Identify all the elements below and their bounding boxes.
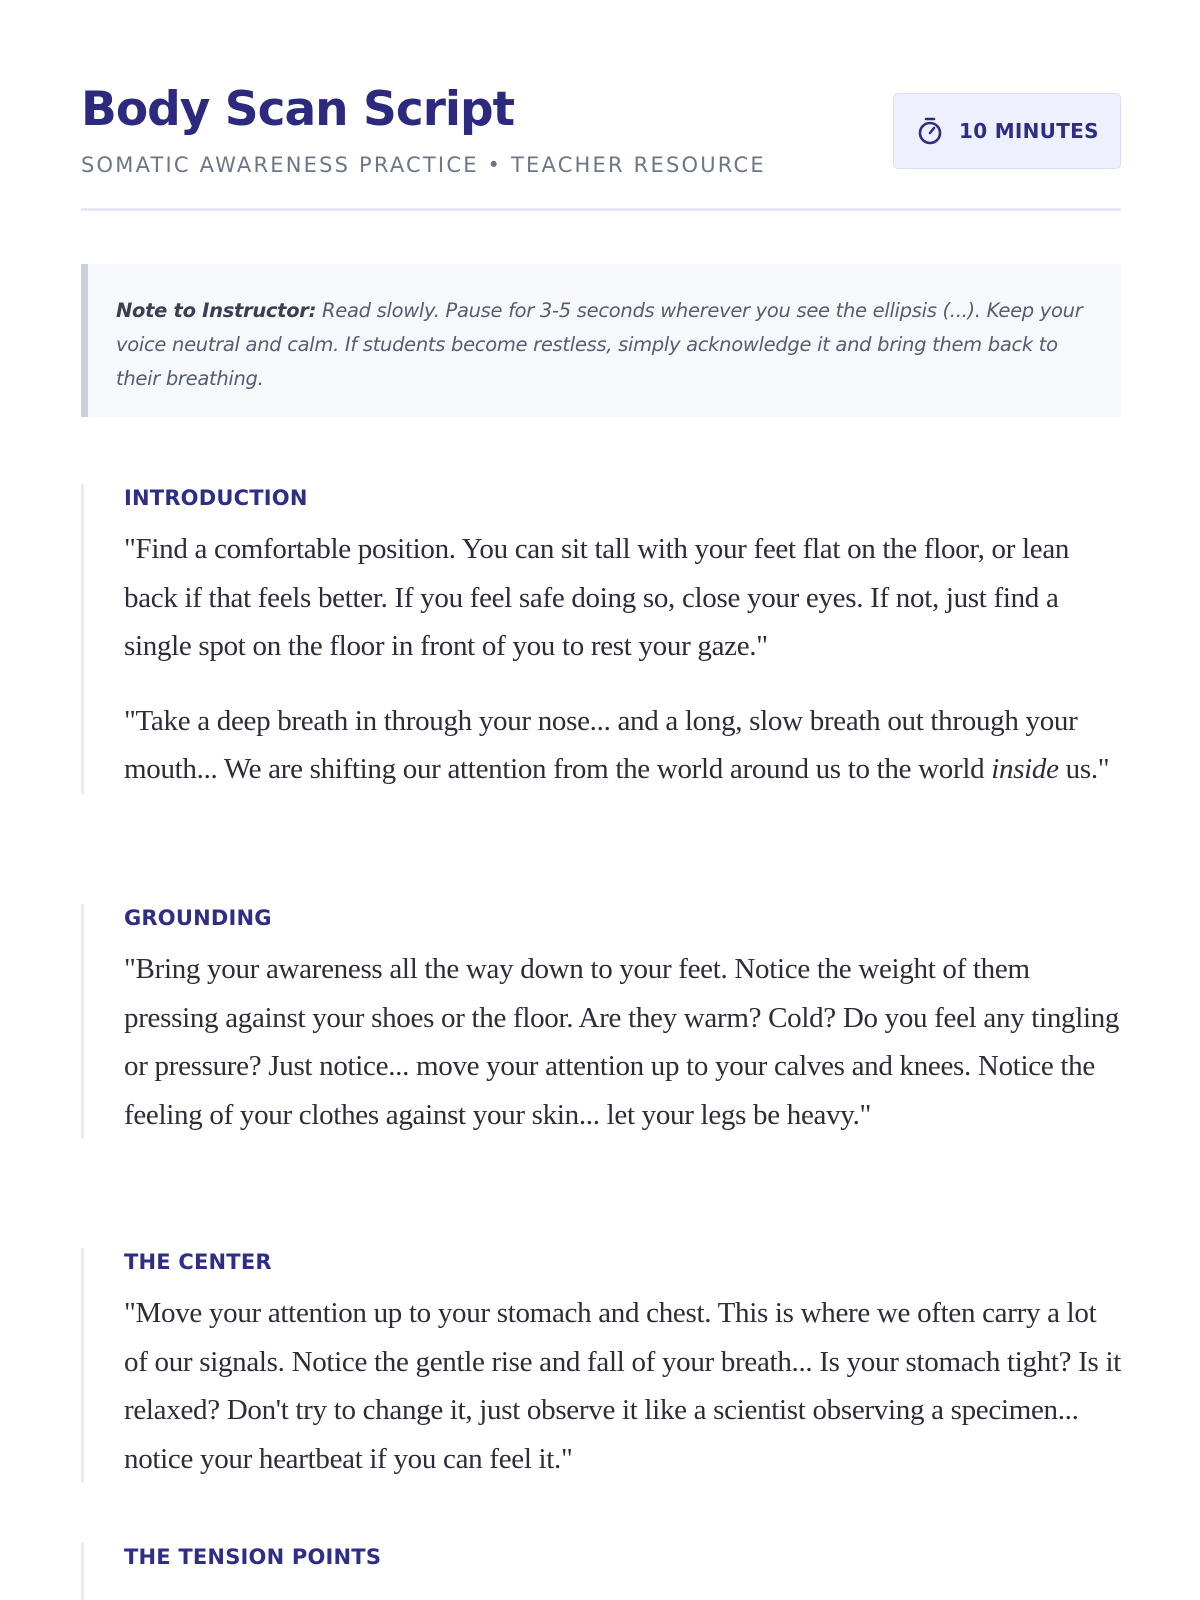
script-paragraph [124, 697, 1121, 794]
note-label: Note to Instructor: [116, 299, 317, 322]
duration-badge [893, 93, 1121, 169]
section-heading: INTRODUCTION [124, 486, 308, 510]
page-subtitle: SOMATIC AWARENESS PRACTICE • TEACHER RESOURCE [81, 153, 766, 177]
emphasis-text: inside [991, 753, 1059, 785]
script-paragraph: "Find a comfortable position. You can sit tall with your feet flat on the floor, or lean back if that feels better. If you feel safe doing so, close your eyes. If not, just find a single spot on the floor in front of you to rest your gaze." [124, 533, 1070, 662]
paragraph-text: "Take a deep breath in through your nose... and a long, slow breath out through your mouth... We are shifting our attention from the world around us to the world [124, 704, 1078, 785]
section-heading: GROUNDING [124, 906, 272, 930]
document-header [81, 0, 1121, 211]
section-heading: THE TENSION POINTS [124, 1545, 382, 1569]
paragraph-text: us." [1058, 753, 1110, 785]
note-text: Read slowly. Pause for 3-5 seconds wherever you see the ellipsis (...). Keep your voice neutral and calm. If students become restless, simply acknowledge it and bring them back to their breathing. [116, 299, 1083, 390]
script-document [81, 0, 1122, 1569]
section-heading: THE CENTER [124, 1250, 272, 1274]
instructor-note [81, 264, 1121, 417]
section-grounding [81, 904, 1121, 1139]
script-paragraph: "Bring your awareness all the way down to your feet. Notice the weight of them pressing against your shoes or the floor. Are they warm? Cold? Do you feel any tingling or pressure? Just notice... move your attention up to your calves and knees. Notice the feeling of your clothes against your skin... let your legs be heavy." [124, 953, 1120, 1131]
section-tension-points [81, 1543, 1121, 1600]
script-paragraph: "Move your attention up to your stomach and chest. This is where we often carry a lot of our signals. Notice the gentle rise and fall of your breath... Is your stomach tight? Is it relaxed? Don't try to change it, just observe it like a scientist observing a specimen... notice your heartbeat if you can feel it." [124, 1297, 1122, 1475]
page-title: Body Scan Script [81, 82, 515, 137]
section-the-center [81, 1248, 1121, 1483]
duration-label: 10 MINUTES [959, 119, 1099, 143]
stopwatch-icon [917, 116, 943, 146]
section-introduction [81, 484, 1121, 794]
